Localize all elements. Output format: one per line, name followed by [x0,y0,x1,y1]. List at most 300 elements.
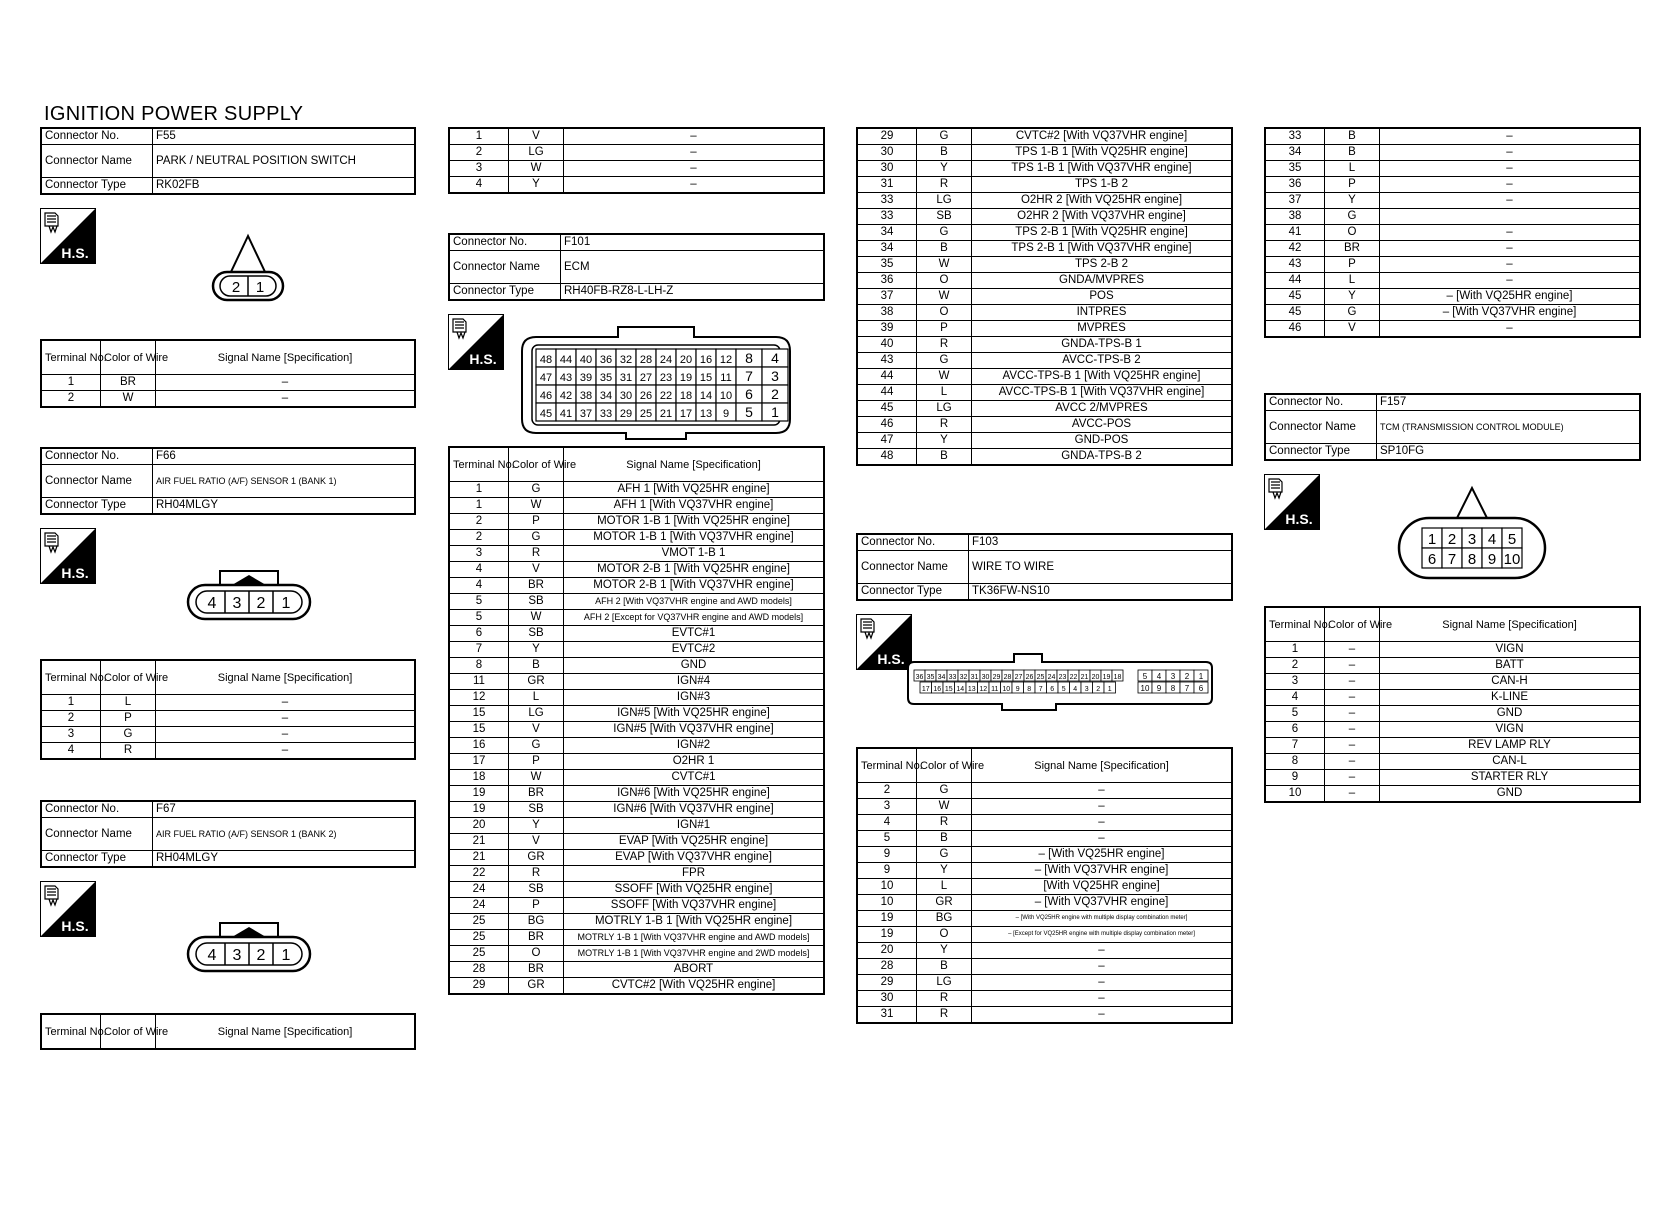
f66-number: F66 [153,448,416,465]
terminal-no: 2 [449,145,509,161]
wire-color: G [1325,209,1380,225]
table-row [449,674,824,690]
wire-color: G [917,847,972,863]
terminal-no: 19 [449,786,509,802]
wire-color: W [917,257,972,273]
f103-pin-label: 10 [1140,684,1150,693]
table-row [1265,273,1640,289]
f103-pin-label: 2 [1184,672,1190,681]
signal-name: – [156,743,416,760]
table-row [449,754,824,770]
f103-pin-label: 19 [1102,674,1111,681]
table-row [857,321,1232,337]
terminal-no: 35 [1265,161,1325,177]
signal-name: – [1380,241,1641,257]
wire-color: W [509,161,564,177]
wire-color: SB [509,626,564,642]
f103-pin-label: 31 [970,674,979,681]
f101-pin-label: 45 [539,408,553,420]
f66-type: RH04MLGY [153,498,416,515]
wire-color: – [1325,706,1380,722]
table-row [857,128,1232,145]
signal-name: AFH 2 [With VQ37VHR engine and AWD models] [564,594,825,610]
table-header-row [1265,607,1640,642]
wire-color: – [1325,658,1380,674]
table-row [1265,128,1640,145]
terminal-no: 25 [449,946,509,962]
table-row [1265,674,1640,690]
wire-color: LG [509,145,564,161]
terminal-no: 44 [1265,273,1325,289]
harness-side-icon [1264,474,1320,530]
signal-name: GNDA-TPS-B 2 [972,449,1233,466]
f101-connector-info: Connector No. F101 Connector Name ECM Connector Type RH40FB-RZ8-L-LH-Z [448,233,825,301]
terminal-no: 2 [41,711,101,727]
f101-pin-label: 22 [659,390,673,402]
table-row [449,882,824,898]
wire-color: SB [509,594,564,610]
signal-name: – [564,128,825,145]
wire-color: G [917,225,972,241]
f101-pin-label: 1 [771,404,779,420]
signal-name-header: Signal Name [Specification] [1380,607,1641,642]
terminal-no: 20 [857,943,917,959]
signal-name: VMOT 1-B 1 [564,546,825,562]
signal-name: – [156,727,416,743]
f103-pin-label: 4 [1156,672,1162,681]
signal-name: – [564,177,825,194]
signal-name: VIGN [1380,642,1641,658]
f103-connector-info: Connector No. F103 Connector Name WIRE TO WIRE Connector Type TK36FW-NS10 [856,533,1233,601]
terminal-no: 22 [449,866,509,882]
wire-color: GR [509,978,564,995]
harness-side-icon [40,528,96,584]
wire-color: Y [917,943,972,959]
terminal-no: 47 [857,433,917,449]
terminal-no: 4 [41,743,101,760]
signal-name: IGN#5 [With VQ37VHR engine] [564,722,825,738]
wire-color: R [101,743,156,760]
f103-pin-label: 16 [933,686,942,693]
signal-name: – [Except for VQ25HR engine with multiple display combination meter] [972,927,1233,943]
wire-color: V [509,562,564,578]
signal-name: GNDA/MVPRES [972,273,1233,289]
signal-name-header: Signal Name [Specification] [156,340,416,375]
table-row [857,783,1232,799]
wire-color: O [917,927,972,943]
terminal-no: 1 [1265,642,1325,658]
f103-name: WIRE TO WIRE [969,551,1233,584]
f157-connector-info: Connector No. F157 Connector Name TCM (TRANSMISSION CONTROL MODULE) Connector Type SP10FG [1264,393,1641,461]
f101-terminal-table-b [856,127,1233,466]
wire-color: – [1325,690,1380,706]
signal-name: – [156,391,416,408]
terminal-no: 9 [857,863,917,879]
f103-pin-label: 5 [1061,686,1066,693]
wire-color: V [509,128,564,145]
f101-pin-label: 29 [619,408,633,420]
table-row [1265,321,1640,338]
table-row [1265,706,1640,722]
f101-pin-label: 41 [559,408,573,420]
terminal-no: 5 [857,831,917,847]
f101-pin-label: 21 [659,408,673,420]
wire-color: L [917,385,972,401]
terminal-no: 10 [1265,786,1325,803]
table-row [857,225,1232,241]
f101-pin-label: 42 [559,390,573,402]
f103-pin-label: 1 [1198,672,1204,681]
wire-color: R [509,866,564,882]
signal-name: – [1380,225,1641,241]
f101-pin-label: 18 [679,390,693,402]
table-header-row [41,340,415,375]
wire-color: P [101,711,156,727]
table-row [449,594,824,610]
wire-color: – [1325,642,1380,658]
table-row [857,193,1232,209]
page-title: IGNITION POWER SUPPLY [44,103,304,125]
terminal-no: 41 [1265,225,1325,241]
terminal-no: 19 [857,927,917,943]
terminal-no-header: Terminal No. [41,660,101,695]
wire-color: – [1325,770,1380,786]
terminal-no: 48 [857,449,917,466]
table-row [857,943,1232,959]
f103-pin-label: 20 [1091,674,1100,681]
signal-name: MOTOR 1-B 1 [With VQ25HR engine] [564,514,825,530]
terminal-no: 34 [1265,145,1325,161]
f101-pin-label: 7 [745,368,753,384]
signal-name: AFH 1 [With VQ37VHR engine] [564,498,825,514]
table-row [449,834,824,850]
signal-name: GND-POS [972,433,1233,449]
terminal-no: 46 [857,417,917,433]
f103-pin-label: 3 [1170,672,1176,681]
wire-color: L [509,690,564,706]
table-row [41,743,415,760]
wire-color: – [1325,722,1380,738]
table-row [857,991,1232,1007]
table-row [857,241,1232,257]
signal-name: – [With VQ37VHR engine] [1380,305,1641,321]
terminal-no: 4 [857,815,917,831]
signal-name: – [972,943,1233,959]
wire-color-header: Color of Wire [101,1014,156,1049]
terminal-no: 38 [857,305,917,321]
signal-name: MOTRLY 1-B 1 [With VQ37VHR engine and AWD models] [564,930,825,946]
signal-name: BATT [1380,658,1641,674]
wire-color: R [917,815,972,831]
terminal-no: 15 [449,722,509,738]
f157-terminal-table [1264,606,1641,803]
terminal-no: 4 [449,562,509,578]
wire-color-header: Color of Wire [1325,607,1380,642]
table-row [857,911,1232,927]
f103-pin-label: 35 [926,674,935,681]
wire-color: BR [509,578,564,594]
terminal-no: 43 [1265,257,1325,273]
terminal-no: 4 [1265,690,1325,706]
table-row [857,209,1232,225]
terminal-no: 7 [449,642,509,658]
terminal-no: 5 [1265,706,1325,722]
table-row [857,145,1232,161]
terminal-no: 1 [41,375,101,391]
table-row [449,946,824,962]
f101-pin-label: 32 [619,354,633,366]
terminal-no: 15 [449,706,509,722]
table-row [449,962,824,978]
f66-connector-face [186,565,312,625]
f103-connector-face [906,650,1216,714]
signal-name: – [564,145,825,161]
f101-pin-label: 47 [539,372,553,384]
f157-pin-label: 3 [1467,531,1477,548]
f101-pin-label: 25 [639,408,653,420]
table-row [857,815,1232,831]
table-row [449,530,824,546]
signal-name: GNDA-TPS-B 1 [972,337,1233,353]
terminal-no: 36 [857,273,917,289]
wire-color-header: Color of Wire [101,660,156,695]
f67-pin-label: 3 [232,947,242,964]
f157-pin-label: 2 [1447,531,1457,548]
wire-color: Y [509,818,564,834]
f101-pin-label: 6 [745,386,753,402]
table-row [1265,786,1640,803]
table-row [857,927,1232,943]
wire-color: BR [509,930,564,946]
table-row [449,128,824,145]
signal-name: IGN#6 [With VQ37VHR engine] [564,802,825,818]
f101-number: F101 [561,234,825,251]
terminal-no: 17 [449,754,509,770]
terminal-no: 4 [449,578,509,594]
wire-color: BG [917,911,972,927]
f66-terminal-table [40,659,416,760]
signal-name: AVCC-TPS-B 1 [With VQ37VHR engine] [972,385,1233,401]
wire-color: O [917,273,972,289]
f55-connector-info: Connector No. F55 Connector Name PARK / NEUTRAL POSITION SWITCH Connector Type RK02FB [40,127,416,195]
wire-color: W [917,289,972,305]
f103-pin-label: 23 [1058,674,1067,681]
f157-type: SP10FG [1377,444,1641,461]
table-row [449,177,824,194]
wire-color: GR [917,895,972,911]
f66-pin-label: 2 [256,595,266,612]
signal-name: – [972,815,1233,831]
table-row [857,257,1232,273]
table-row [857,161,1232,177]
table-row [857,1007,1232,1024]
f101-pin-label: 31 [619,372,633,384]
signal-name: – [1380,193,1641,209]
terminal-no: 19 [449,802,509,818]
signal-name-header: Signal Name [Specification] [972,748,1233,783]
terminal-no: 6 [449,626,509,642]
wire-color: – [1325,738,1380,754]
signal-name: – [972,831,1233,847]
signal-name: – [1380,321,1641,338]
table-row [857,289,1232,305]
terminal-no: 6 [1265,722,1325,738]
f101-pin-label: 44 [559,354,573,366]
harness-side-icon [40,881,96,937]
terminal-no: 33 [857,193,917,209]
f101-pin-label: 17 [679,408,693,420]
table-row [1265,305,1640,321]
signal-name: – [156,711,416,727]
terminal-no: 30 [857,161,917,177]
table-row [857,369,1232,385]
signal-name: IGN#5 [With VQ25HR engine] [564,706,825,722]
signal-name: MOTRLY 1-B 1 [With VQ25HR engine] [564,914,825,930]
signal-name: CVTC#2 [With VQ37VHR engine] [972,128,1233,145]
terminal-no: 40 [857,337,917,353]
signal-name: TPS 1-B 2 [972,177,1233,193]
f157-pin-label: 1 [1427,531,1437,548]
terminal-no: 3 [1265,674,1325,690]
wire-color: BR [101,375,156,391]
wire-color: – [1325,754,1380,770]
wire-color: R [917,177,972,193]
terminal-no: 33 [857,209,917,225]
table-row [1265,257,1640,273]
terminal-no: 24 [449,882,509,898]
wire-color: GR [509,674,564,690]
wire-color: R [917,991,972,1007]
terminal-no: 43 [857,353,917,369]
f103-pin-label: 21 [1080,674,1089,681]
wire-color: W [101,391,156,408]
f66-pin-label: 4 [207,595,217,612]
wire-color: Y [1325,289,1380,305]
signal-name: SSOFF [With VQ25HR engine] [564,882,825,898]
signal-name: TPS 2-B 1 [With VQ37VHR engine] [972,241,1233,257]
signal-name: – [With VQ37VHR engine] [972,895,1233,911]
table-row [857,305,1232,321]
wire-color: L [1325,161,1380,177]
terminal-no: 36 [1265,177,1325,193]
f103-pin-label: 8 [1027,686,1032,693]
signal-name: AVCC 2/MVPRES [972,401,1233,417]
signal-name: CVTC#2 [With VQ25HR engine] [564,978,825,995]
f103-pin-label: 27 [1014,674,1023,681]
f67-connector-info: Connector No. F67 Connector Name AIR FUEL RATIO (A/F) SENSOR 1 (BANK 2) Connector Type RH04MLGY [40,800,416,868]
f103-pin-label: 8 [1170,684,1176,693]
table-row [449,562,824,578]
signal-name: – [156,375,416,391]
wire-color: G [917,783,972,799]
signal-name: CVTC#1 [564,770,825,786]
table-row [857,433,1232,449]
table-row [41,711,415,727]
f157-name: TCM (TRANSMISSION CONTROL MODULE) [1377,411,1641,444]
f101-pin-label: 37 [579,408,593,420]
signal-name: – [1380,273,1641,289]
f103-pin-label: 1 [1107,686,1112,693]
f157-connector-face [1396,486,1548,582]
signal-name: IGN#6 [With VQ25HR engine] [564,786,825,802]
wire-color: Y [509,642,564,658]
f103-pin-label: 2 [1096,686,1101,693]
harness-side-icon [856,614,912,670]
f55-name: PARK / NEUTRAL POSITION SWITCH [153,145,416,178]
f67-name: AIR FUEL RATIO (A/F) SENSOR 1 (BANK 2) [153,818,416,851]
wire-color: LG [509,706,564,722]
terminal-no: 39 [857,321,917,337]
signal-name-header: Signal Name [Specification] [156,660,416,695]
f67-number: F67 [153,801,416,818]
wire-color: B [509,658,564,674]
table-row [41,391,415,408]
wire-color: GR [509,850,564,866]
terminal-no: 44 [857,369,917,385]
signal-name: – [1380,161,1641,177]
table-row [449,738,824,754]
terminal-no: 37 [857,289,917,305]
signal-name: – [156,695,416,711]
wire-color: P [509,898,564,914]
table-row [857,847,1232,863]
signal-name: – [1380,257,1641,273]
f103-pin-label: 6 [1198,684,1204,693]
wire-color: G [509,738,564,754]
terminal-no: 10 [857,879,917,895]
terminal-no: 35 [857,257,917,273]
f103-pin-label: 36 [915,674,924,681]
signal-name: CAN-L [1380,754,1641,770]
terminal-no: 19 [857,911,917,927]
terminal-no: 5 [449,594,509,610]
signal-name: – [With VQ25HR engine] [972,847,1233,863]
signal-name: EVTC#2 [564,642,825,658]
terminal-no: 2 [449,530,509,546]
table-row [449,706,824,722]
wire-color: R [509,546,564,562]
f103-pin-label: 11 [991,686,999,693]
table-header-row [449,447,824,482]
f103-pin-label: 6 [1050,686,1055,693]
f103-terminal-table [856,747,1233,1024]
wire-color: B [1325,145,1380,161]
table-row [1265,145,1640,161]
table-row [857,353,1232,369]
f103-pin-label: 22 [1069,674,1078,681]
terminal-no: 1 [449,482,509,498]
wire-color: P [509,514,564,530]
f103-pin-label: 18 [1113,674,1122,681]
table-row [41,375,415,391]
signal-name: SSOFF [With VQ37VHR engine] [564,898,825,914]
f55-pin-label: 2 [231,279,241,296]
table-row [1265,770,1640,786]
terminal-no: 45 [857,401,917,417]
table-row [857,959,1232,975]
signal-name: K-LINE [1380,690,1641,706]
terminal-no: 12 [449,690,509,706]
signal-name: AFH 1 [With VQ25HR engine] [564,482,825,498]
f67-pin-label: 4 [207,947,217,964]
wire-color: B [917,449,972,466]
wire-color: BR [509,962,564,978]
wire-color: LG [917,401,972,417]
f103-pin-label: 14 [956,686,965,693]
f103-pin-label: 28 [1003,674,1012,681]
wire-color: B [917,831,972,847]
f101-terminal-table-a [448,446,825,995]
